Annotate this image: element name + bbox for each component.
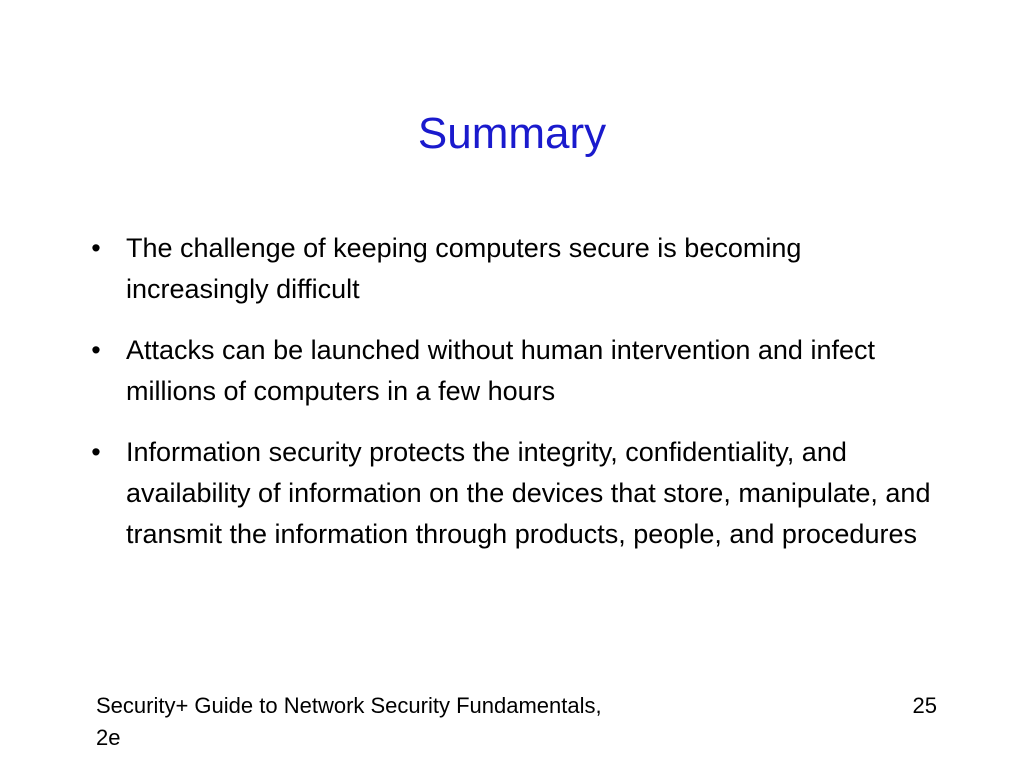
bullet-icon: • bbox=[91, 335, 101, 365]
bullet-text: Information security protects the integrity, confidentiality, and availability of information on the devices that store, manipulate, and transmit the information through products, people, and procedures bbox=[126, 437, 931, 549]
bullet-text: Attacks can be launched without human intervention and infect millions of computers in a few hours bbox=[126, 335, 875, 406]
bullet-list bbox=[86, 228, 936, 575]
bullet-item bbox=[86, 228, 936, 310]
bullet-item bbox=[86, 432, 936, 555]
slide-title: Summary bbox=[417, 109, 607, 158]
footer-source: Security+ Guide to Network Security Fundamentals, 2e bbox=[96, 693, 602, 750]
bullet-icon: • bbox=[91, 233, 101, 263]
bullet-text: The challenge of keeping computers secure is becoming increasingly difficult bbox=[126, 233, 802, 304]
page-number: 25 bbox=[912, 693, 937, 718]
bullet-item bbox=[86, 330, 936, 412]
bullet-icon: • bbox=[91, 437, 101, 467]
